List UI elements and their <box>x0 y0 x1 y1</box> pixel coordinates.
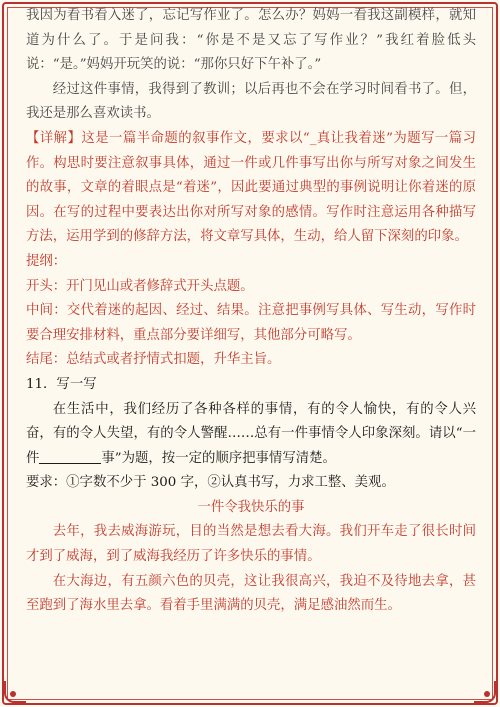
essay-paragraph: 去年，我去威海游玩，目的当然是想去看大海。我们开车走了很长时间才到了威海，到了威海我经历了许多快乐的事情。 <box>26 524 476 565</box>
analysis-label: 【详解】 <box>26 130 82 146</box>
essay-paragraph: 在大海边，有五颜六色的贝壳，这让我很高兴，我迫不及待地去拿，甚至跑到了海水里去拿。看着手里满满的贝壳，满足感油然而生。 <box>26 573 476 614</box>
requirement-text: 要求：①字数不少于 300 字，②认真书写，力求工整、美观。 <box>26 475 395 491</box>
essay-paragraph: 我因为看书看入迷了，忘记写作业了。怎么办？妈妈一看我这副模样，就知道为什么了。于是问我：“你是不是又忘了写作业？”我红着脸低头说：“是。”妈妈开玩笑的说：“那你只好下午补了。” <box>26 8 476 73</box>
question-prompt <box>26 398 476 472</box>
outline-ending: 结尾：总结式或者抒情式扣题，升华主旨。 <box>26 352 281 368</box>
corner-ornament-bottom-right <box>474 681 496 703</box>
question-title: 11．写一写 <box>26 376 97 392</box>
question-prompt-part-b: 事”为题，按一定的顺序把事情写清楚。 <box>101 450 336 466</box>
outline-middle: 中间：交代着迷的起因、经过、结果。注意把事例写具体、写生动，写作时要合理安排材料，重点部分要详细写，其他部分可略写。 <box>26 303 476 343</box>
essay-title: 一件令我快乐的事 <box>197 499 305 515</box>
outline-opening: 开头：开门见山或者修辞式开头点题。 <box>26 278 254 294</box>
document-body <box>26 4 476 619</box>
analysis-paragraph <box>26 127 476 250</box>
analysis-text: 这是一篇半命题的叙事作文，要求以“_真让我着迷”为题写一篇习作。构思时要注意叙事具体，通过一件或几件事写出你与所写对象之间发生的故事，文章的着眼点是“着迷”，因此要通过典型的事例说明让你着迷的原因。在写的过程中要表达出你对所写对象的感情。写作时注意运用各种描写方法，运用学到的修辞方法，将文章写具体，生动，给人留下深刻的印象。 <box>26 130 476 245</box>
question-prompt-part-a: 在生活中，我们经历了各种各样的事情，有的令人愉快，有的令人兴奋，有的令人失望，有的令人警醒……总有一件事情令人印象深刻。请以“一件 <box>26 401 476 466</box>
corner-ornament-bottom-left <box>4 681 26 703</box>
outline-title: 提纲： <box>26 253 67 269</box>
fill-in-blank <box>39 449 101 464</box>
essay-paragraph: 经过这件事情，我得到了教训；以后再也不会在学习时间看书了。但，我还是那么喜欢读书。 <box>26 81 476 122</box>
